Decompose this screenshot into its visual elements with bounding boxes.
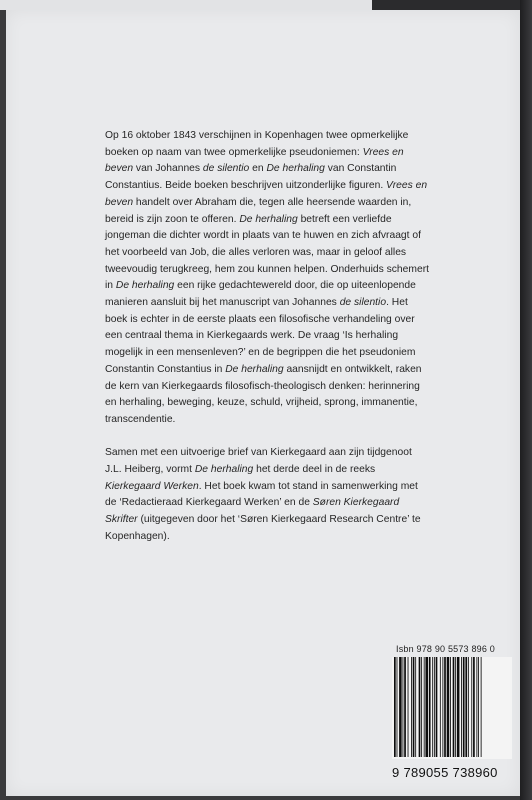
text-run: en	[249, 163, 267, 175]
barcode-bar	[463, 657, 465, 757]
barcode-bar	[434, 657, 435, 757]
barcode-bar	[471, 657, 472, 757]
barcode-bar	[411, 657, 412, 757]
barcode-bar	[399, 657, 402, 757]
barcode-bar	[455, 657, 456, 757]
barcode-bar	[457, 657, 460, 757]
barcode-bar	[424, 657, 425, 757]
barcode	[392, 657, 512, 759]
text-run: handelt over Abraham die, tegen alle heersende waarden in, bereid is zijn zoon te offeren.	[105, 196, 412, 225]
text-run: Op 16 oktober 1843 verschijnen in Kopenhagen twee opmerkelijke boeken op naam van twee opmerkelijke pseudoniemen:	[105, 130, 409, 158]
barcode-bar	[429, 657, 431, 757]
text-run: van Johannes	[133, 163, 203, 175]
barcode-bar	[465, 657, 467, 757]
barcode-bar	[436, 657, 438, 757]
italic-title: de silentio	[339, 297, 387, 309]
barcode-bar	[421, 657, 422, 757]
barcode-bar	[394, 657, 396, 757]
barcode-bar	[442, 657, 443, 757]
barcode-bar	[413, 657, 415, 757]
text-run: . Het boek is echter in de eerste plaats een filosofische verhandeling over een centraal thema in Kierkegaards werk. De vraag ‘Is herhaling mogelijk in een mensenleven?’ en de begrippen die het pseudoniem Constantin Constantius in	[105, 297, 416, 375]
text-run: . Het boek kwam tot stand in samenwerking met de ‘Redactieraad Kierkegaard Werken’ en de	[105, 480, 418, 509]
italic-title: De herhaling	[194, 464, 254, 476]
barcode-bar	[404, 657, 406, 757]
blurb-paragraph-1	[105, 128, 430, 429]
barcode-bar	[440, 657, 441, 757]
text-run: (uitgegeven door het ‘Søren Kierkegaard Research Centre’ te Kopenhagen).	[105, 514, 421, 542]
barcode-bar	[476, 657, 477, 757]
barcode-bars-icon	[392, 657, 512, 759]
italic-title: De herhaling	[115, 280, 175, 292]
barcode-bar	[415, 657, 416, 757]
italic-title: De herhaling	[239, 213, 298, 225]
italic-title: De herhaling	[266, 163, 325, 175]
barcode-bar	[444, 657, 446, 757]
top-edge	[0, 0, 532, 10]
barcode-bar	[447, 657, 450, 757]
text-run: een rijke gedachtewereld door, die op uiteenlopende manieren aansluit bij het manuscript van Johannes	[105, 280, 416, 309]
barcode-bar	[432, 657, 433, 757]
barcode-number: 9 789055 738960	[392, 765, 498, 780]
italic-title: Kierkegaard Werken	[105, 480, 199, 492]
barcode-bar	[453, 657, 455, 757]
text-run: Samen met een uitvoerige brief van Kierkegaard aan zijn tijdgenoot J.L. Heiberg, vormt	[105, 447, 412, 476]
barcode-bar	[473, 657, 475, 757]
italic-title: Vrees en beven	[105, 146, 404, 175]
italic-title: De herhaling	[225, 363, 284, 375]
text-run: betreft een verliefde jongeman die dichter wordt in plaats van te huwen en zich afvraagt of het voorbeeld van Job, die alles verloren was, maar in geloof alles tweevoudig terugkreeg, hem zou kunnen helpen. Onderhuids schemert in	[105, 213, 429, 292]
italic-title: Vrees en beven	[105, 180, 428, 208]
barcode-bar	[461, 657, 462, 757]
book-spine-edge	[520, 0, 532, 800]
text-run: van Constantin Constantius. Beide boeken beschrijven uitzonderlijke figuren.	[105, 163, 397, 192]
barcode-bar	[450, 657, 451, 757]
barcode-bar	[419, 657, 421, 757]
isbn-label: Isbn 978 90 5573 896 0	[396, 644, 495, 654]
barcode-bar	[425, 657, 428, 757]
barcode-bar	[408, 657, 409, 757]
blurb-text	[105, 128, 430, 546]
blurb-paragraph-2	[105, 445, 430, 545]
barcode-bar	[397, 657, 398, 757]
italic-title: de silentio	[202, 163, 250, 175]
italic-title: Søren Kierkegaard Skrifter	[105, 497, 400, 526]
text-run: het derde deel in de reeks	[253, 464, 376, 476]
barcode-bar	[478, 657, 479, 757]
barcode-bar	[403, 657, 404, 757]
barcode-bar	[481, 657, 482, 757]
barcode-bar	[468, 657, 469, 757]
text-run: aansnijdt en ontwikkelt, raken de kern van Kierkegaards filosofisch-theologisch denken: herinnering en herhaling, beweging, keuze, schuld, vrijheid, sprong, immanentie, transcendentie.	[105, 363, 422, 425]
top-edge-light	[0, 0, 372, 10]
